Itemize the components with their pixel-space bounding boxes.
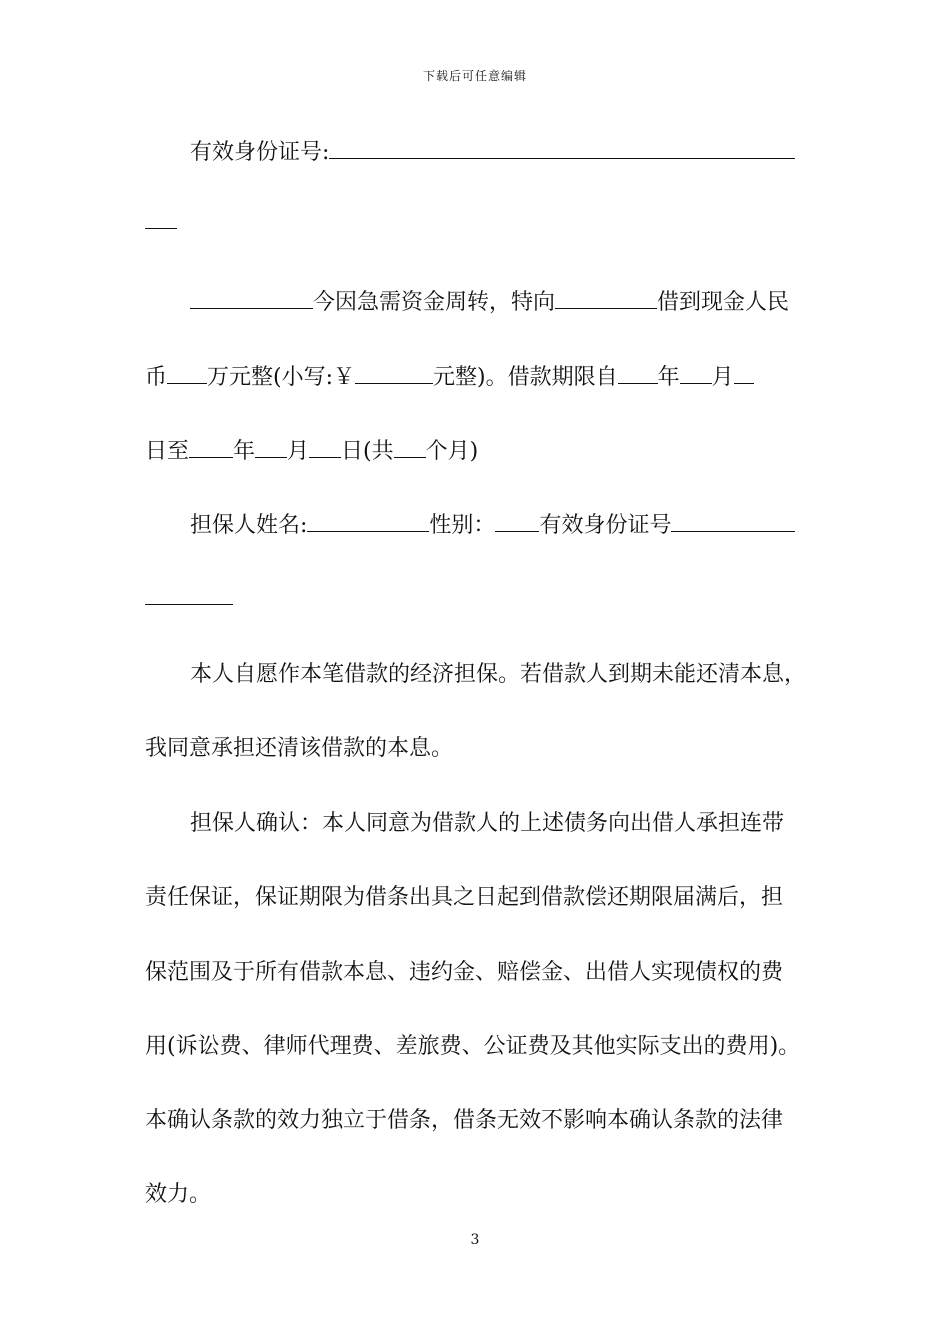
amount-small-blank[interactable]	[355, 363, 433, 384]
loan-text-period: 元整)。借款期限自	[433, 365, 618, 390]
page-header: 下载后可任意编辑	[422, 69, 527, 83]
guarantor-id-blank-continued	[145, 584, 233, 613]
confirmation-paragraph-line-6: 效力。	[145, 1182, 212, 1207]
guarantor-gender-label: 性别：	[429, 513, 496, 538]
end-year-blank[interactable]	[189, 437, 233, 458]
loan-text-day-to: 日至	[145, 439, 190, 464]
start-day-blank[interactable]	[734, 363, 754, 384]
id-number-blank-continued	[145, 208, 177, 237]
guarantor-id-blank[interactable]	[671, 511, 795, 532]
guarantee-paragraph-line-1: 本人自愿作本笔借款的经济担保。若借款人到期未能还清本息，	[190, 662, 807, 687]
page-number: 3	[470, 1232, 480, 1248]
confirmation-paragraph-line-5: 本确认条款的效力独立于借条，借条无效不影响本确认条款的法律	[145, 1108, 784, 1133]
guarantor-name-label: 担保人姓名:	[190, 513, 308, 538]
lender-blank[interactable]	[555, 288, 657, 309]
id-number-label: 有效身份证号:	[190, 140, 330, 165]
end-month-blank[interactable]	[255, 437, 287, 458]
start-month-blank[interactable]	[680, 363, 712, 384]
id-number-line	[190, 138, 795, 167]
guarantor-id-blank-2[interactable]	[145, 584, 233, 605]
amount-wan-blank[interactable]	[167, 363, 207, 384]
confirmation-paragraph-line-4: 用(诉讼费、律师代理费、差旅费、公证费及其他实际支出的费用)。	[145, 1034, 801, 1059]
loan-text-months: 个月)	[425, 439, 479, 464]
loan-statement-line-2	[145, 363, 754, 392]
confirmation-paragraph-line-2: 责任保证，保证期限为借条出具之日起到借款偿还期限届满后，担	[145, 885, 784, 910]
loan-text-b: 借到现金人民	[657, 290, 790, 315]
id-number-blank[interactable]	[329, 138, 795, 159]
loan-text-amount: 万元整(小写:￥	[207, 365, 356, 390]
confirmation-paragraph-line-1: 担保人确认：本人同意为借款人的上述债务向出借人承担连带	[190, 811, 785, 836]
guarantor-gender-blank[interactable]	[495, 511, 539, 532]
loan-text-total: 日(共	[341, 439, 394, 464]
loan-text-month: 月	[711, 365, 734, 390]
end-day-blank[interactable]	[309, 437, 341, 458]
confirmation-paragraph-line-3: 保范围及于所有借款本息、违约金、赔偿金、出借人实现债权的费	[145, 960, 784, 985]
loan-text-year: 年	[657, 365, 680, 390]
loan-statement-line-1	[190, 288, 789, 317]
guarantor-line	[190, 511, 795, 540]
loan-text-year-2: 年	[233, 439, 256, 464]
loan-text-currency: 币	[145, 365, 168, 390]
borrower-blank[interactable]	[190, 288, 313, 309]
id-number-blank-2[interactable]	[145, 208, 177, 229]
start-year-blank[interactable]	[618, 363, 658, 384]
loan-text-a: 今因急需资金周转，特向	[313, 290, 556, 315]
loan-text-month-2: 月	[287, 439, 310, 464]
months-count-blank[interactable]	[394, 437, 426, 458]
guarantee-paragraph-line-2: 我同意承担还清该借款的本息。	[145, 736, 454, 761]
loan-statement-line-3	[145, 437, 478, 466]
guarantor-name-blank[interactable]	[307, 511, 429, 532]
guarantor-id-label: 有效身份证号	[539, 513, 672, 538]
